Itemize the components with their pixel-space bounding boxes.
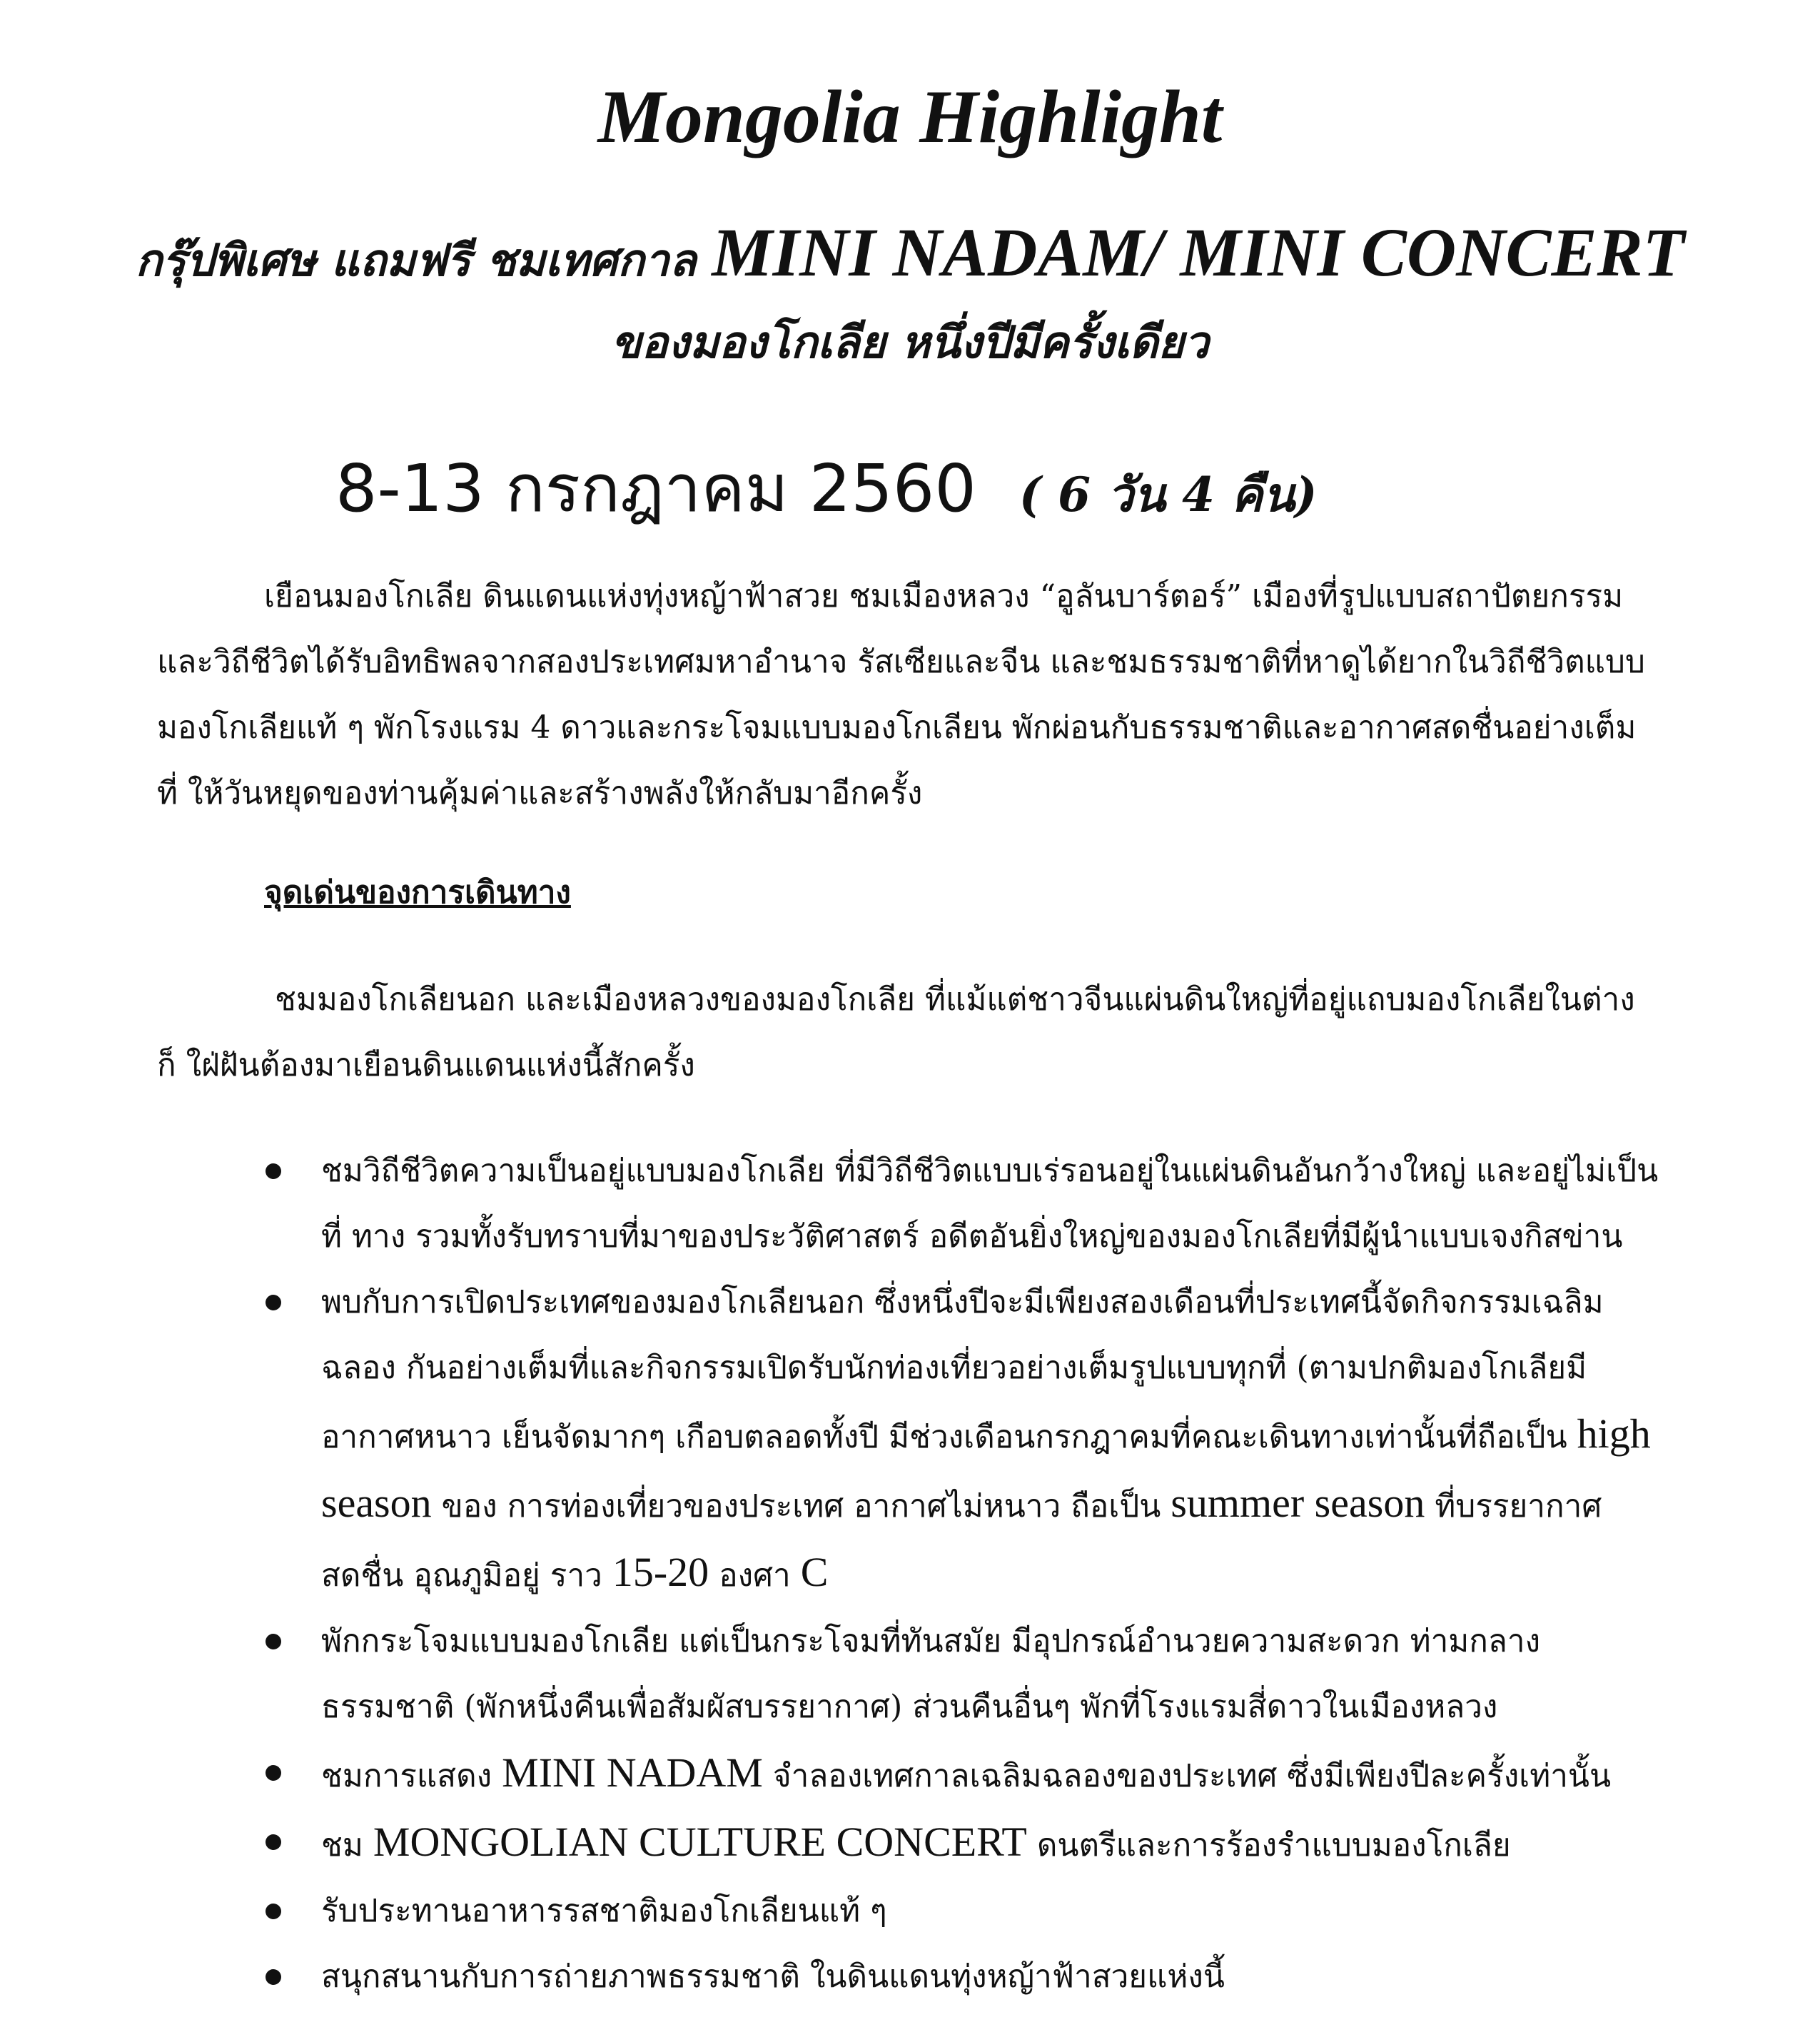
list-item [264,1270,1663,1609]
highlights-list [264,1138,1663,2010]
list-item [264,1809,1663,1879]
list-item [264,1740,1663,1809]
subtitle-line-2: ของมองโกเลีย หนึ่งปีมีครั้งเดียว [611,316,1209,368]
subtitle-line-1 [0,208,1820,298]
high-season-term: high season [321,1410,1651,1526]
bullet-icon [266,1163,281,1179]
highlights-intro: ชมมองโกเลียนอก และเมืองหลวงของมองโกเลีย ที่แม้แต่ชาวจีนแผ่นดินใหญ่ที่อยู่แถบมองโกเลียในต่างก็ ใฝ่ฝันต้องมาเยือนดินแดนแห่งนี้สักครั้ง [157,981,1635,1083]
bullet-icon [266,1634,281,1649]
list-item-text: ชมวิถีชีวิตความเป็นอยู่แบบมองโกเลีย ที่มีวิถีชีวิตแบบเร่รอนอยู่ในแผ่นดินอันกว้างใหญ่ และอยู่ไม่เป็นที่ ทาง รวมทั้งรับทราบที่มาของประวัติศาสตร์ อดีตอันยิ่งใหญ่ของมองโกเลียที่มีผู้นำแบบเจงกิสข่าน [321,1153,1659,1255]
list-item-text: จำลองเทศกาลเฉลิมฉลองของประเทศ ซึ่งมีเพียงปีละครั้งเท่านั้น [772,1758,1612,1794]
list-item-text: ที่บรรยากาศสดชื่น อุณภูมิอยู่ ราว [321,1488,1602,1594]
list-item-text: ชม [321,1827,363,1864]
bullet-icon [266,1765,281,1781]
subtitle-english: MINI NADAM/ MINI CONCERT [712,214,1685,290]
list-item-text: ชมการแสดง [321,1758,492,1794]
bullet-icon [266,1904,281,1919]
concert-term: MONGOLIAN CULTURE CONCERT [373,1819,1027,1865]
list-item [264,1609,1663,1740]
trip-date [335,435,1318,540]
bullet-icon [266,1295,281,1310]
bullet-icon [266,1969,281,1985]
intro-paragraph: เยือนมองโกเลีย ดินแดนแห่งทุ่งหญ้าฟ้าสวย ชมเมืองหลวง “อูลันบาร์ตอร์” เมืองที่รูปแบบสถาปัตยกรรม และวิถีชีวิตได้รับอิทธิพลจากสองประเทศมหาอำนาจ รัสเซียและจีน และชมธรรมชาติที่หาดูได้ยากในวิถีชีวิตแบบ มองโกเลียแท้ ๆ พักโรงแรม 4 ดาวและกระโจมแบบมองโกเลียน พักผ่อนกับธรรมชาติและอากาศสดชื่นอย่างเต็มที่ ให้วันหยุดของท่านคุ้มค่าและสร้างพลังให้กลับมาอีกครั้ง [157,578,1645,812]
list-item [264,1944,1663,2010]
list-item-text: พักกระโจมแบบมองโกเลีย แต่เป็นกระโจมที่ทันสมัย มีอุปกรณ์อำนวยความสะดวก ท่ามกลางธรรมชาติ (พักหนึ่งคืนเพื่อสัมผัสบรรยากาศ) ส่วนคืนอื่นๆ พักที่โรงแรมสี่ดาวในเมืองหลวง [321,1623,1541,1725]
list-item-text: สนุกสนานกับการถ่ายภาพธรรมชาติ ในดินแดนทุ่งหญ้าฟ้าสวยแห่งนี้ [321,1958,1225,1995]
mini-nadam-term: MINI NADAM [502,1749,763,1796]
list-item-text: พบกับการเปิดประเทศของมองโกเลียนอก ซึ่งหนึ่งปีจะมีเพียงสองเดือนที่ประเทศนี้จัดกิจกรรมเฉลิมฉลอง กันอย่างเต็มที่และกิจกรรมเปิดรับนักท่องเที่ยวอย่างเต็มรูปแบบทุกที่ (ตามปกติมองโกเลียมีอากาศหนาว เย็นจัดมากๆ เกือบตลอดทั้งปี มีช่วงเดือนกรกฎาคมที่คณะเดินทางเท่านั้นที่ถือเป็น [321,1284,1604,1455]
bullet-icon [266,1834,281,1850]
temperature-unit: C [800,1549,829,1595]
document-title: Mongolia Highlight [597,75,1223,158]
list-item-text: ของ การท่องเที่ยวของประเทศ อากาศไม่หนาว ถือเป็น [441,1488,1161,1525]
summer-season-term: summer season [1171,1480,1425,1526]
list-item-text: องศา [719,1557,791,1594]
list-item-text: ดนตรีและการร้องรำแบบมองโกเลีย [1036,1827,1511,1864]
list-item [264,1879,1663,1944]
highlights-heading: จุดเด่นของการเดินทาง [264,874,571,911]
trip-duration: ( 6 วัน 4 คืน) [1018,467,1318,522]
list-item-text: รับประทานอาหารรสชาติมองโกเลียนแท้ ๆ [321,1893,887,1929]
list-item [264,1138,1663,1270]
trip-date-range: 8-13 กรกฎาคม 2560 [335,450,976,527]
subtitle-thai: กรุ๊ปพิเศษ แถมฟรี ชมเทศกาล [135,234,697,286]
temperature-range: 15-20 [612,1549,709,1595]
